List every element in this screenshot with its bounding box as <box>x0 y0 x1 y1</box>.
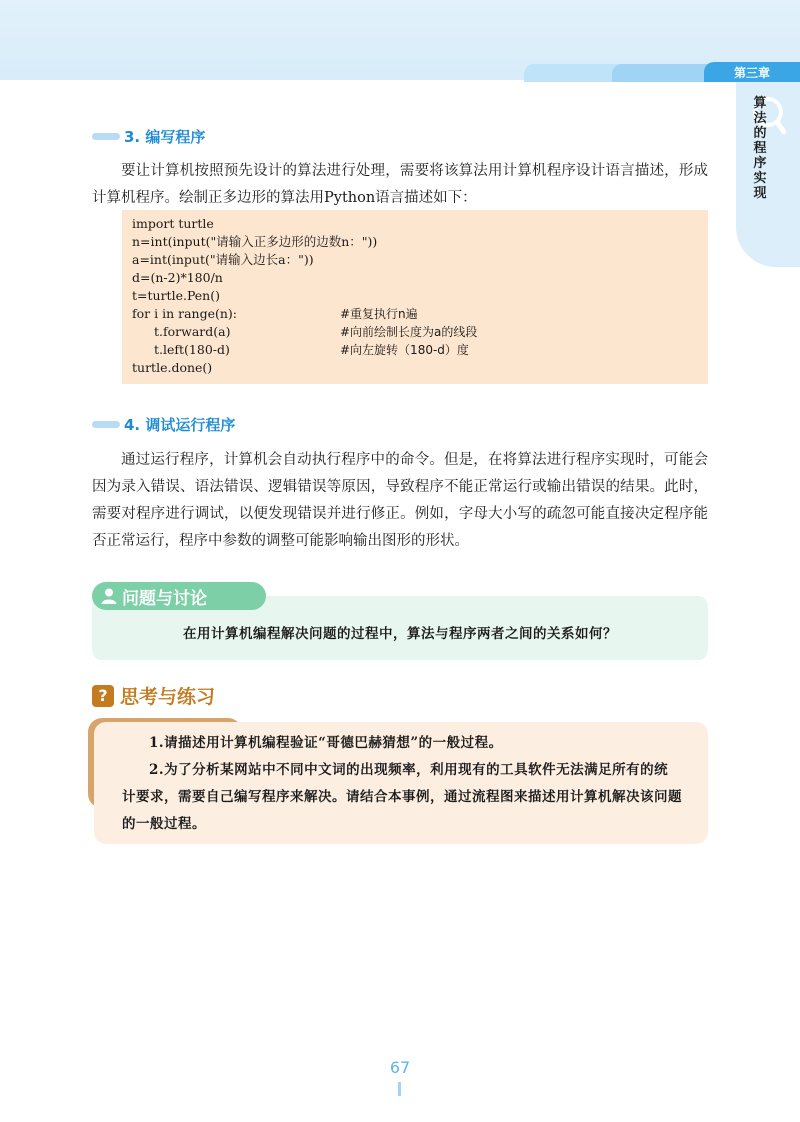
page-number: 67 <box>389 1058 411 1077</box>
code-line: a=int(input("请输入边长a：")) <box>132 252 314 267</box>
code-comment: #向左旋转（180-d）度 <box>340 343 469 357</box>
code-line: t.left(180-d) <box>154 342 230 357</box>
heading-bar-icon <box>92 133 120 140</box>
section-4-heading <box>92 414 235 435</box>
practice-box <box>94 722 708 844</box>
section-4-text: 通过运行程序，计算机会自动执行程序中的命令。但是，在将算法进行程序实现时，可能会因为录入错误、语法错误、逻辑错误等原因，导致程序不能正常运行或输出错误的结果。此时，需要对程序进行调试，以便发现错误并进行修正。例如，字母大小写的疏忽可能直接决定程序能否正常运行，程序中参数的调整可能影响输出图形的形状。 <box>92 452 708 549</box>
practice-item <box>122 757 682 838</box>
code-line: n=int(input("请输入正多边形的边数n：")) <box>132 234 378 249</box>
page-number-tick <box>398 1082 401 1096</box>
heading-bar-icon <box>92 421 120 428</box>
code-line: t=turtle.Pen() <box>132 288 220 303</box>
section-3-heading <box>92 126 205 147</box>
practice-item-text: 2.为了分析某网站中不同中文词的出现频率，利用现有的工具软件无法满足所有的统计要求，需要自己编写程序来解决。请结合本事例，通过流程图来描述用计算机解决该问题的一般过程。 <box>122 762 682 832</box>
question-mark-icon: ? <box>92 685 114 707</box>
code-line: turtle.done() <box>132 360 213 375</box>
practice-heading <box>92 682 215 709</box>
chapter-tab: 第三章 <box>704 62 800 82</box>
discussion-question: 在用计算机编程解决问题的过程中，算法与程序两者之间的关系如何？ <box>183 626 617 642</box>
section-4-paragraph <box>92 447 708 555</box>
side-chapter-tab <box>736 82 800 267</box>
code-line: for i in range(n): <box>132 306 237 321</box>
section-3-title: 3. 编写程序 <box>124 128 206 146</box>
code-comment: #重复执行n遍 <box>340 307 418 321</box>
side-title: 算法的程序实现 <box>753 96 767 201</box>
practice-label: 思考与练习 <box>120 686 216 708</box>
section-4-title: 4. 调试运行程序 <box>124 416 236 434</box>
person-icon <box>100 587 118 605</box>
section-3-paragraph <box>92 158 708 212</box>
discussion-label <box>92 582 266 610</box>
code-line: import turtle <box>132 216 214 231</box>
code-comment: #向前绘制长度为a的线段 <box>340 325 478 339</box>
code-line: d=(n-2)*180/n <box>132 270 223 285</box>
code-block <box>122 210 708 384</box>
discussion-label-text: 问题与讨论 <box>122 588 207 609</box>
code-line: t.forward(a) <box>154 324 231 339</box>
practice-item-text: 1.请描述用计算机编程验证“哥德巴赫猜想”的一般过程。 <box>149 735 503 751</box>
practice-item <box>122 730 682 757</box>
section-3-text: 要让计算机按照预先设计的算法进行处理，需要将该算法用计算机程序设计语言描述，形成计算机程序。绘制正多边形的算法用Python语言描述如下： <box>92 163 708 206</box>
